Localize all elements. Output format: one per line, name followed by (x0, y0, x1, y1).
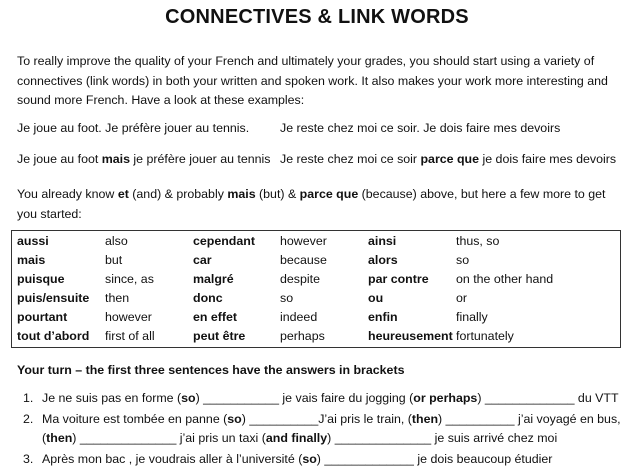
already-word-mais: mais (227, 187, 256, 201)
french-word: tout d’abord (17, 329, 90, 343)
english-meaning: then (105, 291, 130, 305)
english-meaning: on the other hand (456, 272, 554, 286)
english-meaning: indeed (280, 310, 318, 324)
english-meaning: despite (280, 272, 320, 286)
exercise-item-1 (17, 389, 622, 409)
already-text-2: (and) & probably (128, 187, 228, 201)
french-word: donc (193, 291, 223, 305)
exercise-text: ) ___________ je vais faire du jogging ( (195, 391, 414, 405)
french-word: ou (368, 291, 384, 305)
english-meaning: also (105, 234, 128, 248)
plain-example-1: Je joue au foot. Je préfère jouer au tennis. (17, 121, 250, 135)
linked-example-2 (280, 152, 616, 166)
french-word: alors (368, 253, 398, 267)
exercise-text: Après mon bac , je voudrais aller à l’université ( (42, 451, 303, 466)
exercise-item-2 (17, 410, 622, 449)
french-word: malgré (193, 272, 234, 286)
vocab-row (12, 289, 620, 308)
your-turn-heading: Your turn – the first three sentences have the answers in brackets (17, 363, 405, 377)
exercise-list (17, 389, 622, 470)
english-meaning: perhaps (280, 329, 325, 343)
already-word-et: et (117, 187, 129, 201)
exercise-item-3 (17, 450, 622, 470)
english-meaning: so (456, 253, 470, 267)
english-meaning: but (105, 253, 123, 267)
french-word: puis/ensuite (17, 291, 90, 305)
already-text-4: (because) above, but here a few more to get you started: (17, 187, 606, 221)
exercise-hint: and finally (265, 431, 328, 445)
linked-example-1-start: Je joue au foot (17, 152, 102, 166)
vocab-row (12, 270, 620, 289)
english-meaning: finally (456, 310, 488, 324)
english-meaning: however (280, 234, 327, 248)
exercise-hint: or perhaps (413, 391, 478, 405)
french-word: heureusement (368, 329, 453, 343)
exercise-number: 1. (23, 391, 34, 405)
french-word: car (193, 253, 212, 267)
already-know-paragraph (17, 185, 617, 224)
intro-paragraph: To really improve the quality of your French and ultimately your grades, you should start using a variety of connectives (link words) in both your written and spoken work. It also makes your work more interesting and sound more French. Have a look at these examples: (17, 54, 608, 107)
linked-example-2-end: je dois faire mes devoirs (479, 152, 617, 166)
french-word: enfin (368, 310, 398, 324)
connective-mais: mais (101, 152, 130, 166)
exercise-text: ) ______________ j’ai pris un taxi ( (72, 431, 266, 445)
english-meaning: however (105, 310, 152, 324)
english-meaning: thus, so (456, 234, 500, 248)
already-text-3: (but) & (255, 187, 300, 201)
french-word: par contre (368, 272, 429, 286)
french-word: cependant (193, 234, 255, 248)
french-word: en effet (193, 310, 238, 324)
exercise-text: ) _____________ du VTT (477, 391, 619, 405)
french-word: aussi (17, 234, 49, 248)
vocab-row (12, 251, 620, 270)
exercise-text: ) ______________ je suis arrivé chez moi (327, 431, 558, 445)
french-word: peut être (193, 329, 246, 343)
exercise-hint: so (302, 451, 317, 466)
exercise-number: 2. (23, 411, 34, 426)
connective-parce-que: parce que (420, 152, 480, 166)
french-word: pourtant (17, 310, 68, 324)
french-word: ainsi (368, 234, 397, 248)
vocab-row (12, 327, 620, 346)
exercise-hint: then (411, 411, 439, 426)
exercise-text: ) _____________ je dois beaucoup étudier (316, 451, 553, 466)
exercise-text: Ma voiture est tombée en panne ( (42, 411, 228, 426)
plain-example-2: Je reste chez moi ce soir. Je dois faire mes devoirs (280, 121, 561, 135)
exercise-text: ) __________J’ai pris le train, ( (241, 411, 412, 426)
french-word: mais (17, 253, 46, 267)
vocab-row (12, 308, 620, 327)
english-meaning: fortunately (456, 329, 514, 343)
linked-example-1 (17, 152, 271, 166)
vocab-row (12, 232, 620, 251)
exercise-hint: so (181, 391, 196, 405)
linked-example-2-start: Je reste chez moi ce soir (280, 152, 421, 166)
english-meaning: so (280, 291, 294, 305)
english-meaning: or (456, 291, 468, 305)
already-word-parce-que: parce que (299, 187, 359, 201)
exercise-text: ) __________ j’ai voyagé en bus, ( (42, 411, 621, 445)
english-meaning: because (280, 253, 327, 267)
exercise-hint: so (227, 411, 242, 426)
exercise-hint: then (46, 431, 73, 445)
vocabulary-table (11, 230, 621, 348)
french-word: puisque (17, 272, 65, 286)
exercise-text: Je ne suis pas en forme ( (42, 391, 182, 405)
page-title: CONNECTIVES & LINK WORDS (165, 6, 469, 28)
exercise-number: 3. (23, 451, 34, 466)
already-text-1: You already know (17, 187, 118, 201)
english-meaning: first of all (105, 329, 155, 343)
linked-example-1-end: je préfère jouer au tennis (129, 152, 271, 166)
english-meaning: since, as (105, 272, 154, 286)
